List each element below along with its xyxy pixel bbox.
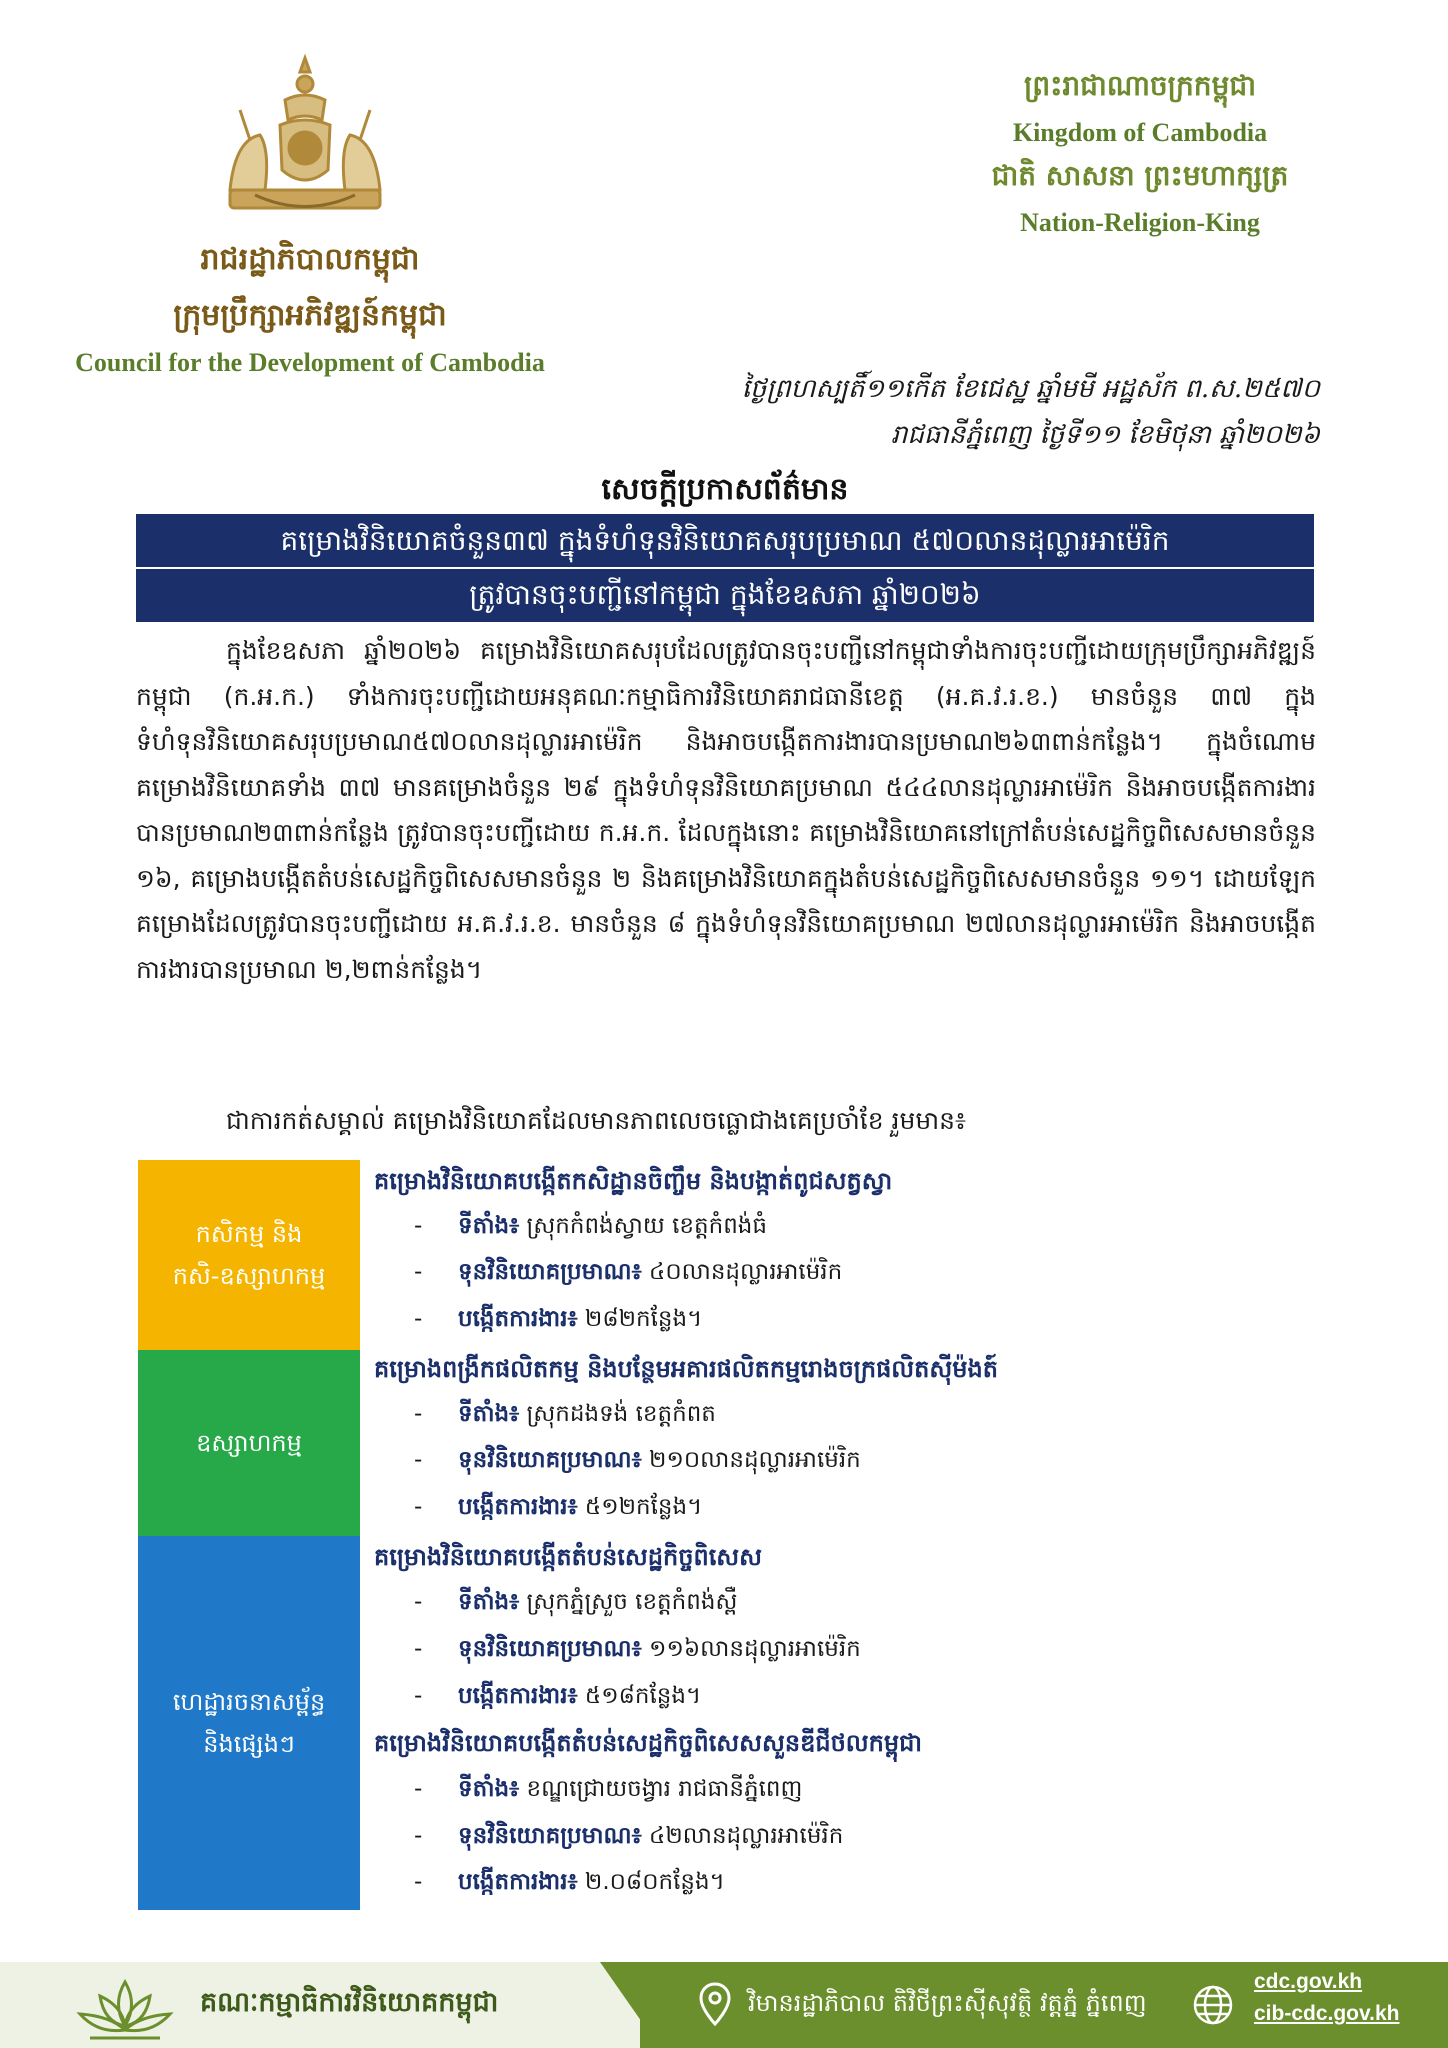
highlight-note: ជាការកត់សម្គាល់ គម្រោងវិនិយោគដែលមានភាពលេចធ្លោជាងគេប្រចាំខែ រួមមាន៖ xyxy=(226,1106,967,1135)
detail-key: ទុនវិនិយោគប្រមាណ៖ xyxy=(458,1259,642,1285)
detail-key: បង្កើតការងារ៖ xyxy=(458,1306,578,1332)
project-investment xyxy=(414,1635,1314,1668)
project-jobs xyxy=(414,1682,1314,1715)
footer-org-name: គណៈកម្មាធិការវិនិយោគកម្ពុជា xyxy=(200,1987,499,2018)
detail-key: ទីតាំង៖ xyxy=(458,1213,520,1239)
cib-lotus-logo-icon xyxy=(70,1974,180,2044)
detail-value: ៤០លានដុល្លារអាម៉េរិក xyxy=(649,1259,843,1285)
bullet-dash: - xyxy=(414,1776,423,1802)
project-title: គម្រោងវិនិយោគបង្កើតតំបន់សេដ្ឋកិច្ចពិសេសសួនឌីជីថលកម្ពុជា xyxy=(374,1729,922,1757)
detail-value: ខណ្ឌជ្រោយចង្វារ រាជធានីភ្នំពេញ xyxy=(526,1776,803,1802)
project-title: គម្រោងវិនិយោគបង្កើតកសិដ្ឋានចិញ្ចឹម និងបង្កាត់ពូជសត្វស្វា xyxy=(374,1167,893,1195)
sector-industry xyxy=(138,1350,360,1536)
project-investment xyxy=(414,1822,1314,1855)
bullet-dash: - xyxy=(414,1401,423,1427)
footer-bar xyxy=(0,1962,1448,2048)
motto-en: Nation-Religion-King xyxy=(1020,208,1260,237)
sector-infrastructure xyxy=(138,1536,360,1910)
bullet-dash: - xyxy=(414,1447,423,1473)
lunar-date: ថ្ងៃព្រហស្បតិ៍១១កើត ខែជេស្ឋ ឆ្នាំមមី អដ្ឋស័ក ព.ស.២៥៧០ xyxy=(741,374,1320,404)
council-name-en: Council for the Development of Cambodia xyxy=(75,348,545,377)
project-jobs xyxy=(414,1493,1314,1526)
detail-value: ៤២លានដុល្លារអាម៉េរិក xyxy=(649,1823,844,1849)
project-location xyxy=(414,1588,1314,1621)
bullet-dash: - xyxy=(414,1213,423,1239)
detail-key: ទុនវិនិយោគប្រមាណ៖ xyxy=(458,1823,642,1849)
footer-wedge xyxy=(600,1962,660,2048)
detail-key: បង្កើតការងារ៖ xyxy=(458,1494,578,1520)
sector-label: កសិ-ឧស្សាហកម្ម xyxy=(172,1262,326,1290)
detail-value: ២៨២កន្លែង។ xyxy=(584,1306,703,1332)
project-location xyxy=(414,1775,1314,1808)
body-text: ក្នុងខែឧសភា ឆ្នាំ២០២៦ គម្រោងវិនិយោគសរុបដែលត្រូវបានចុះបញ្ជីនៅកម្ពុជាទាំងការចុះបញ្ជីដោយក្រុមប្រឹក្សាអភិវឌ្ឍន៍កម្ពុជា (ក.អ.ក.) ទាំងការចុះបញ្ជីដោយអនុគណៈកម្មាធិការវិនិយោគរាជធានីខេត្ត (អ.គ.វ.រ.ខ.) មានចំនួន ៣៧ ក្នុងទំហំទុនវិនិយោគសរុបប្រមាណ៥៧០លានដុល្លារអាម៉េរិក និងអាចបង្កើតការងារបានប្រមាណ២៦៣ពាន់កន្លែង។ ក្នុងចំណោមគម្រោងវិនិយោគទាំង ៣៧ មានគម្រោងចំនួន ២៩ ក្នុងទំហំទុនវិនិយោគប្រមាណ ៥៤៤លានដុល្លារអាម៉េរិក និងអាចបង្កើតការងារបានប្រមាណ២៣ពាន់កន្លែង ត្រូវបានចុះបញ្ជីដោយ ក.អ.ក. ដែលក្នុងនោះ គម្រោងវិនិយោគនៅក្រៅតំបន់សេដ្ឋកិច្ចពិសេសមានចំនួន ១៦, គម្រោងបង្កើតតំបន់សេដ្ឋកិច្ចពិសេសមានចំនួន ២ និងគម្រោងវិនិយោគក្នុងតំបន់សេដ្ឋកិច្ចពិសេសមានចំនួន ១១។ ដោយឡែក គម្រោងដែលត្រូវបានចុះបញ្ជីដោយ អ.គ.វ.រ.ខ. មានចំនួន ៨ ក្នុងទំហំទុនវិនិយោគប្រមាណ ២៧លានដុល្លារអាម៉េរិក និងអាចបង្កើតការងារបានប្រមាណ ២,២ពាន់កន្លែង។ xyxy=(136,636,1316,984)
bullet-dash: - xyxy=(414,1823,423,1849)
detail-value: ស្រុកភ្នំស្រួច ខេត្តកំពង់ស្ពឺ xyxy=(526,1589,738,1615)
detail-key: បង្កើតការងារ៖ xyxy=(458,1683,578,1709)
detail-value: ៥១៨កន្លែង។ xyxy=(584,1683,702,1709)
bullet-dash: - xyxy=(414,1259,423,1285)
kingdom-name-kh: ព្រះរាជាណាចក្រកម្ពុជា xyxy=(1023,69,1256,102)
sector-label: និងផ្សេងៗ xyxy=(203,1730,295,1758)
document-title: សេចក្តីប្រកាសព័ត៌មាន xyxy=(601,472,849,507)
headline-line-2: ត្រូវបានចុះបញ្ជីនៅកម្ពុជា ក្នុងខែឧសភា ឆ្នាំ២០២៦ xyxy=(469,578,981,611)
project-jobs xyxy=(414,1305,1314,1338)
detail-value: ស្រុកដងទង់ ខេត្តកំពត xyxy=(526,1401,716,1427)
footer-address: វិមានរដ្ឋាភិបាល តិវិថីព្រះស៊ីសុវត្ថិ វត្តភ្នំ ភ្នំពេញ xyxy=(748,1989,1147,2017)
project-title: គម្រោងពង្រីកផលិតកម្ម និងបន្ថែមអគារផលិតកម្មរោងចក្រផលិតស៊ីម៉ងត៍ xyxy=(374,1355,998,1383)
bullet-dash: - xyxy=(414,1494,423,1520)
detail-key: ទុនវិនិយោគប្រមាណ៖ xyxy=(458,1636,642,1662)
government-name-kh: រាជរដ្ឋាភិបាលកម្ពុជា xyxy=(200,242,420,277)
project-title: គម្រោងវិនិយោគបង្កើតតំបន់សេដ្ឋកិច្ចពិសេស xyxy=(374,1543,763,1571)
sector-label: ឧស្សាហកម្ម xyxy=(196,1429,302,1457)
project-jobs xyxy=(414,1868,1314,1901)
bullet-dash: - xyxy=(414,1636,423,1662)
motto-kh: ជាតិ សាសនា ព្រះមហាក្សត្រ xyxy=(991,159,1289,192)
detail-value: ២.០៨០កន្លែង។ xyxy=(584,1869,725,1895)
council-name-kh: ក្រុមប្រឹក្សាអភិវឌ្ឍន៍កម្ពុជា xyxy=(173,298,447,333)
bullet-dash: - xyxy=(414,1306,423,1332)
headline-divider xyxy=(136,567,1314,569)
detail-value: ២១០លានដុល្លារអាម៉េរិក xyxy=(649,1447,861,1473)
detail-key: ទីតាំង៖ xyxy=(458,1401,520,1427)
body-paragraph xyxy=(136,628,1316,992)
detail-key: បង្កើតការងារ៖ xyxy=(458,1869,578,1895)
bullet-dash: - xyxy=(414,1589,423,1615)
detail-value: ស្រុកកំពង់ស្វាយ ខេត្តកំពង់ធំ xyxy=(526,1213,767,1239)
detail-value: ៥១២កន្លែង។ xyxy=(584,1494,703,1520)
sector-label: កសិកម្ម និង xyxy=(195,1220,303,1248)
headline-banner xyxy=(136,514,1314,622)
cambodia-royal-emblem-icon xyxy=(210,50,400,225)
detail-value: ១១៦លានដុល្លារអាម៉េរិក xyxy=(649,1636,861,1662)
detail-key: ទីតាំង៖ xyxy=(458,1776,520,1802)
globe-icon xyxy=(1192,1984,1234,2026)
solar-date: រាជធានីភ្នំពេញ ថ្ងៃទី១១ ខែមិថុនា ឆ្នាំ២០២៦ xyxy=(890,420,1320,450)
sector-label: ហេដ្ឋារចនាសម្ព័ន្ធ xyxy=(172,1688,326,1716)
sector-agriculture xyxy=(138,1160,360,1350)
detail-key: ទុនវិនិយោគប្រមាណ៖ xyxy=(458,1447,642,1473)
project-investment xyxy=(414,1258,1314,1291)
detail-key: ទីតាំង៖ xyxy=(458,1589,520,1615)
project-investment xyxy=(414,1446,1314,1479)
location-pin-icon xyxy=(698,1982,732,2026)
kingdom-name-en: Kingdom of Cambodia xyxy=(1012,118,1268,147)
website-link-cib[interactable]: cib-cdc.gov.kh xyxy=(1254,2002,1400,2025)
project-location xyxy=(414,1400,1314,1433)
bullet-dash: - xyxy=(414,1869,423,1895)
headline-line-1: គម្រោងវិនិយោគចំនួន៣៧ ក្នុងទំហំទុនវិនិយោគសរុបប្រមាណ ៥៧០លានដុល្លារអាម៉េរិក xyxy=(280,524,1170,557)
website-link-cdc[interactable]: cdc.gov.kh xyxy=(1254,1970,1363,1993)
project-location xyxy=(414,1212,1314,1245)
bullet-dash: - xyxy=(414,1683,423,1709)
